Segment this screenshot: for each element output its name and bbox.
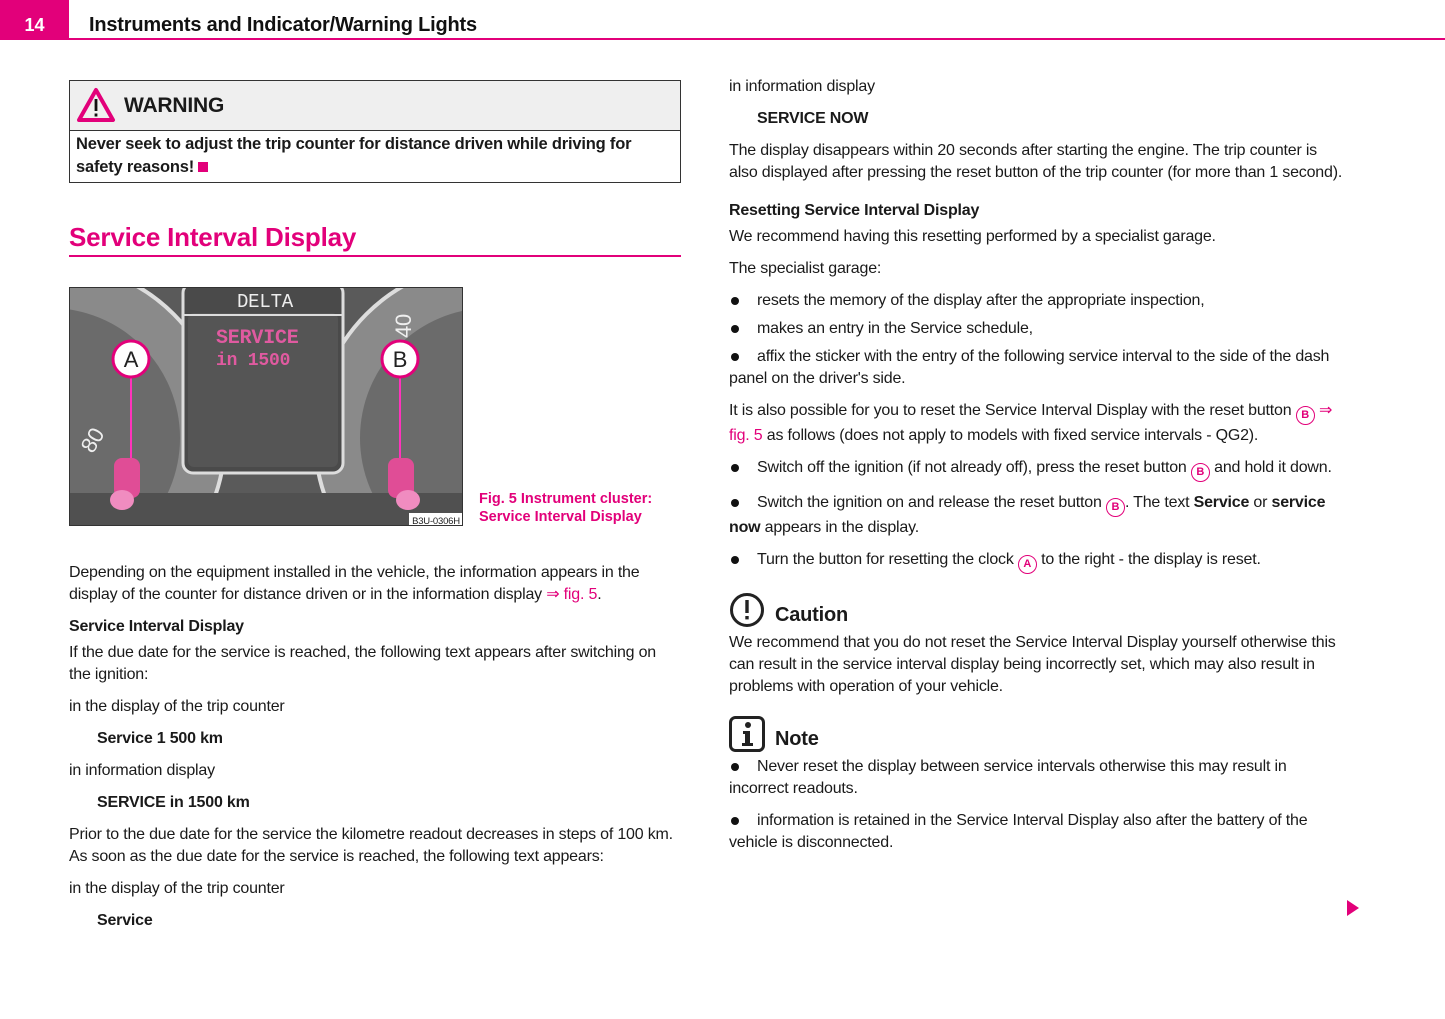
display-value: Service [97,912,153,929]
paragraph: The specialist garage: [729,260,882,277]
warning-triangle-icon [76,87,116,123]
display-line2: in 1500 [216,351,291,371]
display-top-text: DELTA [236,291,294,313]
list-item: resets the memory of the display after the appropriate inspection, [729,290,1345,312]
paragraph: The display disappears within 20 seconds after starting the engine. The trip counter is also displayed after pressing the reset button of the trip counter (for more than 1 second). [729,142,1343,181]
figure-code: B3U-0306H [412,516,460,526]
gauge-left-number: 80 [75,423,110,457]
intro-paragraph: Depending on the equipment installed in the vehicle, the information appears in the display of the counter for distance driven or in the information display ⇒ fig. 5. [69,564,640,603]
continue-arrow-icon [1346,899,1360,917]
note-item: information is retained in the Service Interval Display also after the battery of the vehicle is disconnected. [729,810,1345,854]
header-divider [69,38,1445,40]
button-b-ref: B [1106,498,1125,517]
paragraph: Prior to the due date for the service the kilometre readout decreases in steps of 100 km. As soon as the due date for the service is reached, the following text appears: [69,826,673,865]
paragraph: in information display [729,78,875,95]
gauge-right-number: 40 [391,313,416,338]
paragraph: It is also possible for you to reset the Service Interval Display with the reset button B ⇒ fig. 5 as follows (does not apply to models with fixed service intervals - QG2). [729,402,1333,444]
display-value: SERVICE in 1500 km [97,794,250,811]
paragraph: If the due date for the service is reached, the following text appears after switching on the ignition: [69,644,656,683]
paragraph: We recommend having this resetting performed by a specialist garage. [729,228,1216,245]
paragraph: in the display of the trip counter [69,698,285,715]
figure-label-b: B [392,347,408,372]
caution-header [729,592,1345,628]
left-column [69,80,681,942]
warning-title: WARNING [124,94,225,117]
subheading-resetting: Resetting Service Interval Display [729,202,980,219]
end-marker [198,162,208,172]
paragraph: in information display [69,762,215,779]
list-item: affix the sticker with the entry of the following service interval to the side of the dash panel on the driver's side. [729,346,1345,390]
display-value: Service 1 500 km [97,730,223,747]
subheading-service-interval: Service Interval Display [69,618,244,635]
button-b-ref: B [1191,463,1210,482]
list-item: Turn the button for resetting the clock A to the right - the display is reset. [729,549,1345,574]
instrument-cluster-figure [69,287,463,526]
note-header [729,716,1345,752]
note-item: Never reset the display between service intervals otherwise this may result in incorrect readouts. [729,756,1345,800]
caution-icon [729,592,765,628]
figure-label-a: A [123,347,139,372]
figure-caption: Fig. 5 Instrument cluster: Service Interval Display [479,491,653,525]
list-item: Switch off the ignition (if not already off), press the reset button B and hold it down. [729,457,1345,482]
section-title: Service Interval Display [69,221,681,257]
caution-title: Caution [775,604,849,626]
right-column [729,76,1345,864]
list-item: Switch the ignition on and release the reset button B . The text Service or service now appears in the display. [729,492,1345,539]
caution-text: We recommend that you do not reset the Service Interval Display yourself otherwise this can result in the service interval display being incorrectly set, which may also result in problems with operation of your vehicle. [729,634,1336,695]
warning-text: Never seek to adjust the trip counter for distance driven while driving for safety reasons! [76,135,632,176]
page-number: 14 [0,0,69,40]
fig-link[interactable]: ⇒ fig. 5 [546,586,598,603]
display-line1: SERVICE [216,327,299,350]
list-item: makes an entry in the Service schedule, [729,318,1345,340]
warning-box [69,80,681,183]
button-a-ref: A [1018,555,1037,574]
paragraph: in the display of the trip counter [69,880,285,897]
button-b-ref: B [1296,406,1315,425]
display-value: SERVICE NOW [757,110,869,127]
note-info-icon [729,716,765,752]
chapter-title: Instruments and Indicator/Warning Lights [89,14,477,36]
figure-row [69,287,681,526]
fig-link[interactable]: ⇒ fig. 5 [729,402,1333,444]
note-title: Note [775,728,819,750]
